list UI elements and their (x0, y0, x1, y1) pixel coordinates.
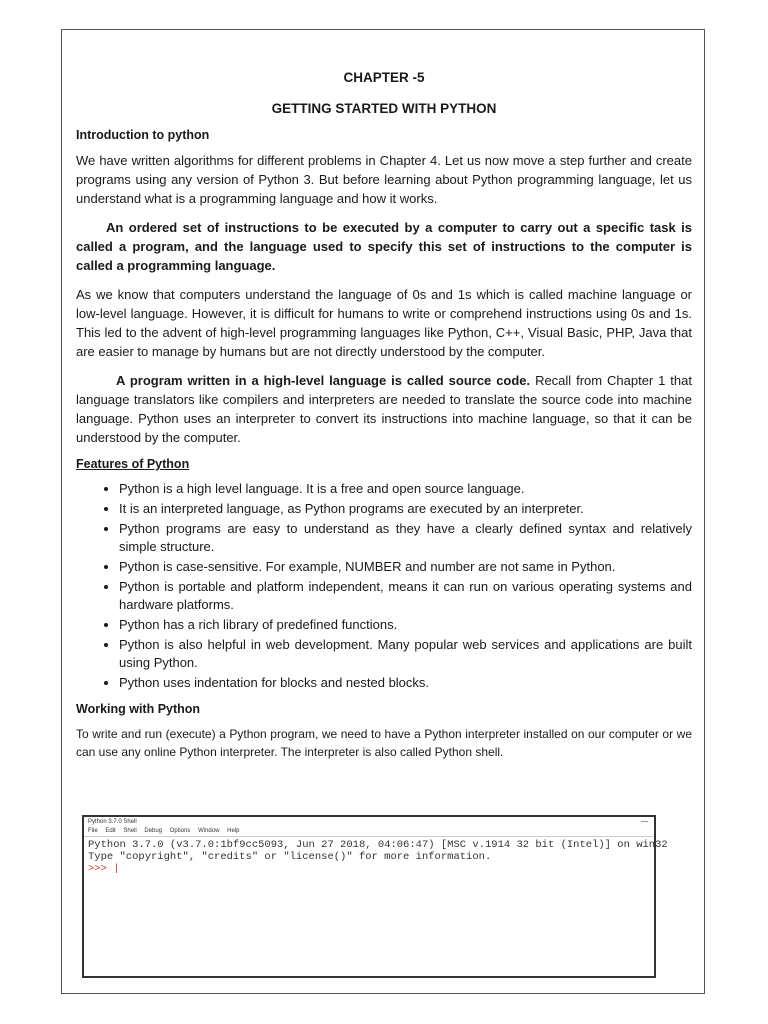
python-shell-screenshot (82, 815, 668, 978)
program-definition-paragraph: An ordered set of instructions to be executed by a computer to carry out a specific task is called a program, and the language used to specify this set of instructions to the computer is called a programming language. (76, 220, 692, 273)
source-code-paragraph (76, 371, 692, 447)
feature-item: • Python uses indentation for blocks and nested blocks. (119, 674, 692, 692)
menu-debug: Debug (144, 828, 163, 834)
features-heading: Features of Python (76, 457, 190, 471)
menu-options: Options (169, 828, 191, 834)
shell-prompt: >>> | (88, 863, 120, 875)
shell-menu-bar (84, 827, 654, 837)
intro-heading: Introduction to python (76, 128, 210, 142)
shell-intro-paragraph: To write and run (execute) a Python program, we need to have a Python interpreter installed on our computer or we can use any online Python interpreter. The interpreter is also called Python shell. (76, 727, 692, 759)
minimize-icon: — (641, 818, 648, 825)
intro-paragraph: We have written algorithms for different problems in Chapter 4. Let us now move a step further and create programs using any version of Python 3. But before learning about Python programming language, let us understand what is a programming language and how it works. (76, 153, 692, 206)
machine-language-paragraph: As we know that computers understand the language of 0s and 1s which is called machine language or low-level language. However, it is difficult for humans to write or comprehend instructions using 0s and 1s. This led to the advent of high-level programming languages like Python, C++, Visual Basic, PHP, Java that are easier to manage by humans but are not directly understood by the computer. (76, 287, 692, 359)
feature-item: • Python is also helpful in web development. Many popular web services and applications are built using Python. (119, 636, 692, 672)
working-heading: Working with Python (76, 702, 201, 716)
shell-info-line: Type "copyright", "credits" or "license()" for more information. (88, 851, 492, 863)
shell-title-bar (84, 817, 654, 827)
feature-item: • Python programs are easy to understand as they have a clearly defined syntax and relatively simple structure. (119, 520, 692, 556)
source-code-definition: A program written in a high-level language is called source code. (116, 373, 531, 388)
feature-item: • Python is case-sensitive. For example, NUMBER and number are not same in Python. (119, 558, 692, 576)
document-page (61, 29, 705, 994)
shell-window-title: Python 3.7.0 Shell (88, 819, 137, 825)
menu-edit: Edit (105, 828, 116, 834)
shell-version-line: Python 3.7.0 (v3.7.0:1bf9cc5093, Jun 27 2018, 04:06:47) [MSC v.1914 32 bit (Intel)] on win32 (88, 839, 668, 851)
shell-output (84, 837, 668, 875)
menu-window: Window (198, 828, 220, 834)
page-content (76, 70, 692, 767)
feature-item: • It is an interpreted language, as Python programs are executed by an interpreter. (119, 500, 692, 518)
menu-shell: Shell (123, 828, 137, 834)
chapter-title: GETTING STARTED WITH PYTHON (271, 101, 497, 116)
feature-item: • Python is portable and platform independent, means it can run on various operating systems and hardware platforms. (119, 578, 692, 614)
source-code-rest: Recall from Chapter 1 that language translators like compilers and interpreters are needed to translate the source code into machine language. Python uses an interpreter to convert its instructions into machine language, so that it can be understood by the computer. (76, 373, 692, 445)
feature-item: • Python has a rich library of predefined functions. (119, 616, 692, 634)
feature-item: • Python is a high level language. It is a free and open source language. (119, 480, 692, 498)
menu-help: Help (227, 828, 240, 834)
features-list (76, 480, 692, 692)
menu-file: File (88, 828, 98, 834)
chapter-label: CHAPTER -5 (343, 70, 425, 85)
